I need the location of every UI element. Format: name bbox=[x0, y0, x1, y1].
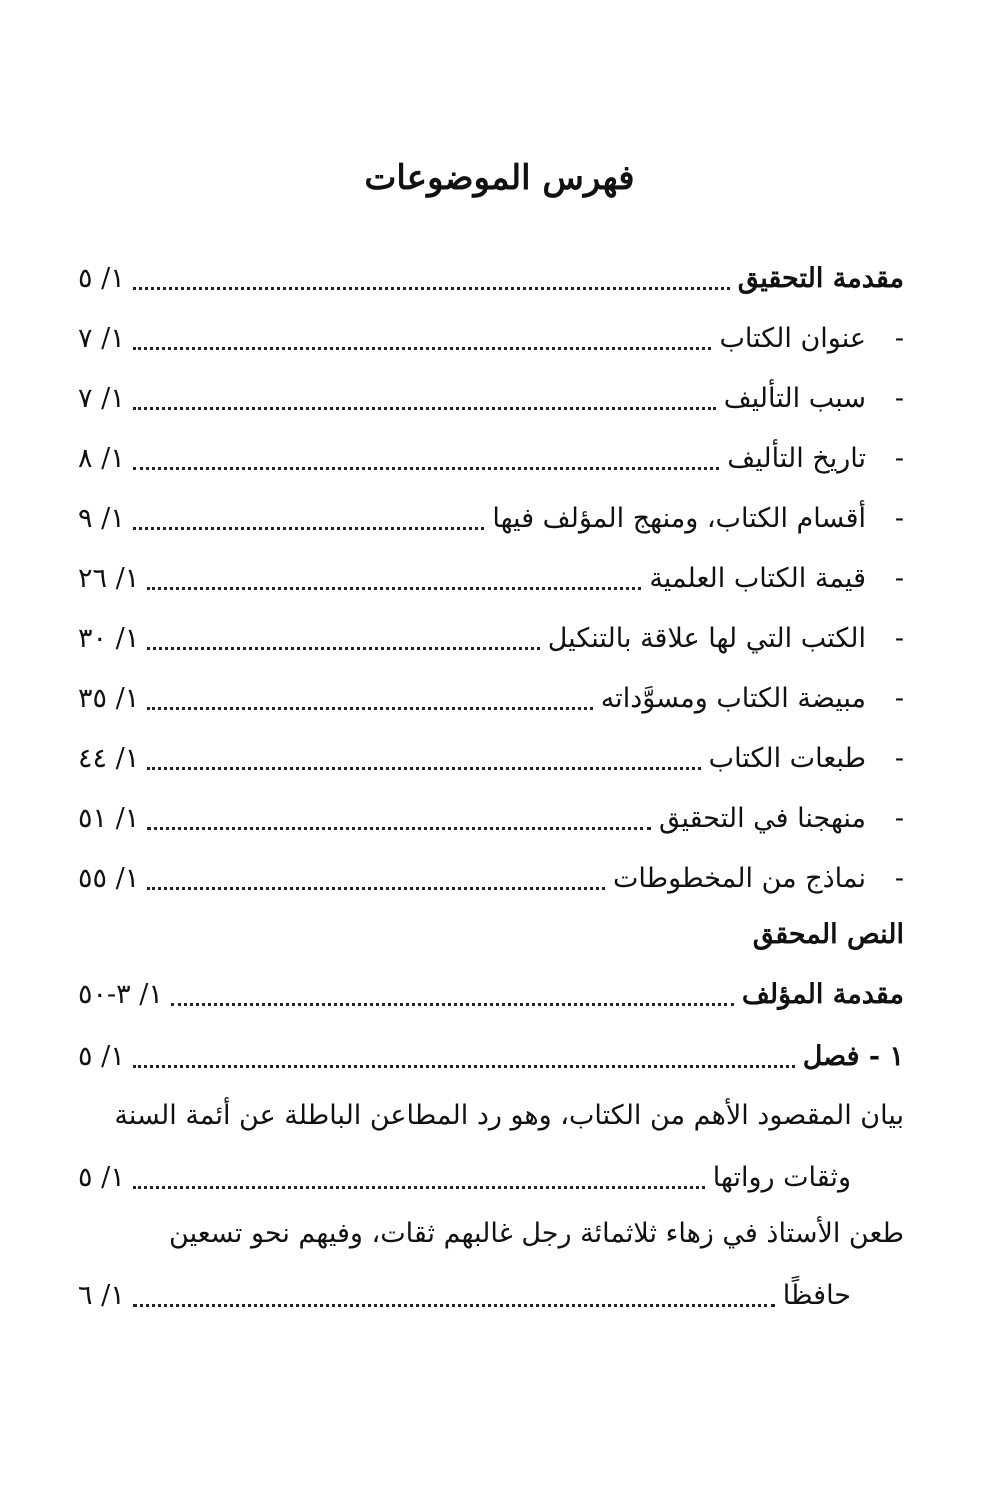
toc-entry-author-intro bbox=[78, 972, 904, 1016]
toc-entry bbox=[78, 556, 904, 600]
toc-entry-page: ١/ ٤٤ bbox=[78, 742, 140, 774]
entry-dash: - bbox=[894, 322, 904, 354]
toc-entry-page: ١/ ٧ bbox=[78, 382, 125, 414]
toc-entry-page: ١/ ٨ bbox=[78, 442, 125, 474]
toc-entry bbox=[78, 796, 904, 840]
toc-entry-label: أقسام الكتاب، ومنهج المؤلف فيها bbox=[492, 502, 866, 534]
dot-leader bbox=[171, 1003, 734, 1006]
dot-leader bbox=[133, 287, 730, 290]
toc-entry-label: قيمة الكتاب العلمية bbox=[649, 562, 866, 594]
toc-entry-page: ١/ ٥ bbox=[78, 1161, 125, 1193]
dot-leader bbox=[147, 827, 651, 830]
toc-entry-page: ١/ ٣-٥٠ bbox=[78, 978, 163, 1010]
toc-paragraph-line: طعن الأستاذ في زهاء ثلاثمائة رجل غالبهم ثقات، وفيهم نحو تسعين bbox=[169, 1218, 904, 1249]
section-heading-row bbox=[78, 912, 904, 956]
toc-entry-label: ١ - فصل bbox=[802, 1040, 904, 1072]
dot-leader bbox=[133, 347, 712, 350]
dot-leader bbox=[147, 587, 641, 590]
toc-entry-label: تاريخ التأليف bbox=[727, 442, 866, 474]
toc-entry-label: منهجنا في التحقيق bbox=[658, 802, 866, 834]
section-heading: النص المحقق bbox=[752, 918, 904, 950]
dot-leader bbox=[133, 407, 716, 410]
toc-entry-label: الكتب التي لها علاقة بالتنكيل bbox=[547, 622, 866, 654]
entry-dash: - bbox=[894, 622, 904, 654]
dot-leader bbox=[147, 707, 592, 710]
toc-entry-page: ١/ ٥ bbox=[78, 1040, 125, 1072]
toc-entry bbox=[78, 676, 904, 720]
entry-dash: - bbox=[894, 382, 904, 414]
dot-leader bbox=[147, 767, 700, 770]
toc-entry bbox=[78, 736, 904, 780]
dot-leader bbox=[133, 1304, 775, 1307]
toc-entry-label: عنوان الكتاب bbox=[719, 322, 866, 354]
toc-entry-page: ١/ ٩ bbox=[78, 502, 125, 534]
toc-entry-label: سبب التأليف bbox=[723, 382, 866, 414]
toc-entry-continued bbox=[78, 1155, 851, 1199]
toc-entry-label: مبيضة الكتاب ومسوَّداته bbox=[600, 682, 866, 714]
entry-dash: - bbox=[894, 502, 904, 534]
dot-leader bbox=[133, 527, 485, 530]
toc-entry-page: ١/ ٦ bbox=[78, 1279, 125, 1311]
toc-entry-label: مقدمة التحقيق bbox=[737, 262, 904, 294]
dot-leader bbox=[133, 1065, 795, 1068]
toc-entry-label: نماذج من المخطوطات bbox=[613, 862, 866, 894]
toc-entry-page: ١/ ٥١ bbox=[78, 802, 140, 834]
dot-leader bbox=[147, 647, 540, 650]
toc-entry-label: وثقات رواتها bbox=[712, 1161, 851, 1193]
toc-entry-page: ١/ ٣٥ bbox=[78, 682, 140, 714]
dot-leader bbox=[133, 1186, 705, 1189]
toc-entry-continued bbox=[78, 1273, 851, 1317]
entry-dash: - bbox=[894, 682, 904, 714]
toc-paragraph-line: بيان المقصود الأهم من الكتاب، وهو رد المطاعن الباطلة عن أئمة السنة bbox=[114, 1100, 904, 1131]
toc-entry bbox=[78, 436, 904, 480]
toc-entry-intro bbox=[78, 256, 904, 300]
entry-dash: - bbox=[894, 562, 904, 594]
dot-leader bbox=[147, 887, 605, 890]
toc-entry-chapter bbox=[78, 1034, 904, 1078]
toc-entry bbox=[78, 616, 904, 660]
page-title: فهرس الموضوعات bbox=[364, 158, 635, 198]
toc-entry bbox=[78, 316, 904, 360]
entry-dash: - bbox=[894, 742, 904, 774]
toc-entry-page: ١/ ٧ bbox=[78, 322, 125, 354]
entry-dash: - bbox=[894, 442, 904, 474]
toc-entry-page: ١/ ٥ bbox=[78, 262, 125, 294]
toc-entry-label: حافظًا bbox=[782, 1279, 851, 1311]
toc-entry bbox=[78, 376, 904, 420]
toc-entry bbox=[78, 496, 904, 540]
toc-entry bbox=[78, 856, 904, 900]
toc-entry-page: ١/ ٥٥ bbox=[78, 862, 140, 894]
toc-entry-label: مقدمة المؤلف bbox=[741, 978, 904, 1010]
dot-leader bbox=[133, 467, 720, 470]
entry-dash: - bbox=[894, 802, 904, 834]
toc-entry-label: طبعات الكتاب bbox=[708, 742, 866, 774]
toc-entry-page: ١/ ٣٠ bbox=[78, 622, 140, 654]
toc-entry-page: ١/ ٢٦ bbox=[78, 562, 140, 594]
entry-dash: - bbox=[894, 862, 904, 894]
